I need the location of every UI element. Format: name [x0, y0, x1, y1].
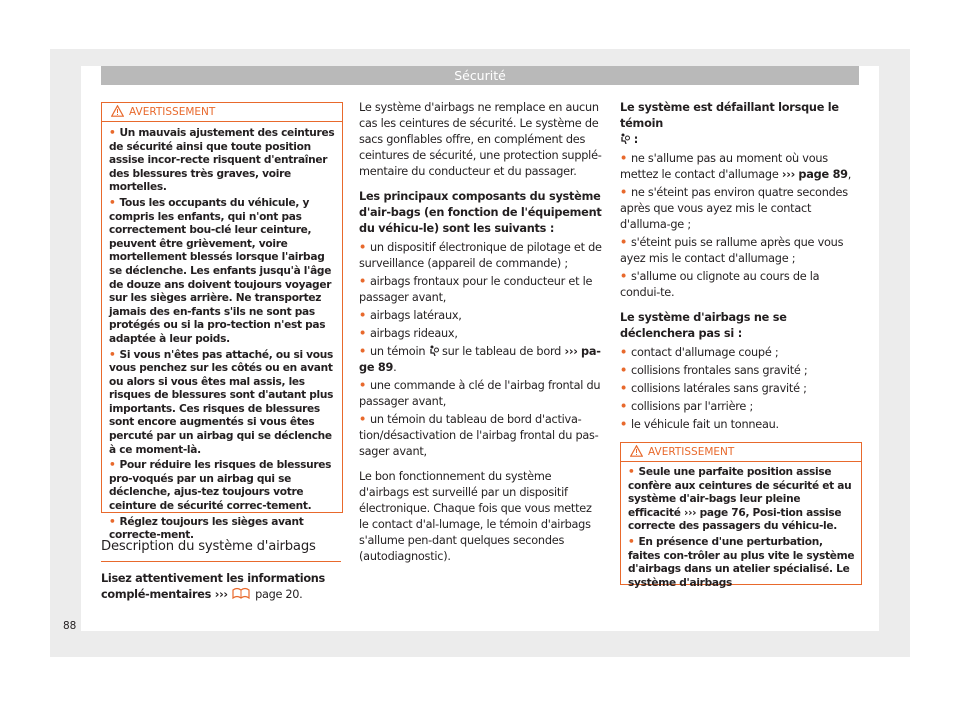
book-icon [231, 587, 251, 599]
no-deploy-item: • le véhicule fait un tonneau. [620, 418, 779, 431]
faulty-item: • s'allume ou clignote au cours de la condui-te. [620, 270, 820, 299]
no-deploy-item: • contact d'allumage coupé ; [620, 346, 779, 359]
component-item-lamp: • un témoin sur le tableau de bord ››› pa-ge 89. [359, 345, 601, 374]
right-warning-item: • En présence d'une perturbation, faites con-trôler au plus vite le système d'airbags dans un atelier spécialisé. Le système d'airbags [628, 535, 855, 589]
section-intro: Lisez attentivement les informations complé-mentaires ››› page 20. [101, 572, 325, 601]
left-warning-item: • Un mauvais ajustement des ceintures de sécurité ainsi que toute position assise incor-recte risquent d'entraîner des blessures très graves, voire mortelles. [109, 127, 335, 194]
faulty-item: • s'éteint puis se rallume après que vous ayez mis le contact d'allumage ; [620, 236, 844, 265]
component-item: • airbags rideaux, [359, 327, 458, 340]
right-warning-box [620, 442, 862, 589]
airbag-warning-lamp-icon [620, 133, 630, 144]
posture-page-link[interactable]: page 76, Posi-tion assise correcte des passagers du véhicu-le. [628, 506, 842, 533]
right-warning-item: • Seule une parfaite position assise confère aux ceintures de sécurité et au système d'air-bags leur pleine efficacité ››› page 76, Posi-tion assise correcte des passagers du véhicu-le. [628, 466, 852, 533]
left-warning-body [109, 127, 336, 545]
right-column [620, 100, 860, 433]
left-warning-heading: AVERTISSEMENT [129, 106, 216, 118]
left-warning-header [102, 103, 342, 122]
warning-icon [630, 445, 643, 463]
airbag-warning-lamp-icon [429, 345, 439, 356]
warning-icon [111, 105, 124, 123]
page-header [101, 66, 859, 85]
intro-page-link[interactable]: page 20. [255, 588, 303, 601]
component-item: • un témoin du tableau de bord d'activa-tion/désactivation de l'airbag frontal du pas-sager avant, [359, 413, 599, 458]
left-warning-box [101, 102, 343, 542]
no-deploy-item: • collisions frontales sans gravité ; [620, 364, 808, 377]
right-warning-body [628, 466, 855, 592]
no-deploy-item: • collisions latérales sans gravité ; [620, 382, 807, 395]
no-deploy-item: • collisions par l'arrière ; [620, 400, 754, 413]
left-warning-item: • Si vous n'êtes pas attaché, ou si vous vous penchez sur les côtés ou en avant ou alors si vous êtes mal assis, les risques de blessures sont d'autant plus importants. Ces risques de blessures sont encore augmentés si vous êtes percuté par un airbag qui se déclenche à ce moment-là. [109, 348, 334, 456]
section-title: Description du système d'airbags [101, 539, 341, 562]
components-heading: Les principaux composants du système d'air-bags (en fonction de l'équipement du véhicu-le) sont les suivants : [359, 190, 602, 235]
faulty-item: • ne s'éteint pas environ quatre secondes après que vous ayez mis le contact d'alluma-ge ; [620, 186, 848, 231]
faulty-page-link[interactable]: page 89 [798, 168, 848, 181]
component-item: • airbags frontaux pour le conducteur et le passager avant, [359, 275, 593, 304]
component-item: • un dispositif électronique de pilotage et de surveillance (appareil de commande) ; [359, 241, 602, 270]
page-number: 88 [63, 620, 77, 632]
faulty-item: • ne s'allume pas au moment où vous mettez le contact d'allumage ››› page 89, [620, 152, 852, 181]
intro-paragraph: Le système d'airbags ne remplace en aucun cas les ceintures de sécurité. Le système de sacs gonflables offre, en complément des ceintures de sécurité, une protection supplé-mentaire du conducteur et du passager. [359, 101, 602, 178]
component-item: • airbags latéraux, [359, 309, 462, 322]
monitoring-paragraph: Le bon fonctionnement du système d'airbags est surveillé par un dispositif électronique. Chaque fois que vous mettez le contact d'al-lumage, le témoin d'airbags s'allume pen-dant quelques secondes (autodiagnostic). [359, 470, 592, 563]
lamp-page-link[interactable]: pa-ge 89 [359, 345, 601, 374]
left-warning-item: • Tous les occupants du véhicule, y compris les enfants, qui n'ont pas correctement bou-clé leur ceinture, peuvent être grièvement, voire mortellement blessés lorsque l'airbag se déclenche. Les enfants jusqu'à l'âge de douze ans doivent toujours voyager sur les sièges arrière. Ne transportez jamais des en-fants s'ils ne sont pas protégés ou si la pro-tection n'est pas adaptée à leur poids. [109, 196, 332, 345]
middle-column [359, 100, 602, 565]
header-title: Sécurité [454, 68, 506, 83]
component-item: • une commande à clé de l'airbag frontal du passager avant, [359, 379, 601, 408]
right-warning-header [621, 443, 861, 462]
faulty-heading: Le système est défaillant lorsque le témoin : [620, 101, 839, 146]
left-warning-item: • Pour réduire les risques de blessures pro-voqués par un airbag qui se déclenche, ajus-tez toujours votre ceinture de sécurité correc-tement. [109, 459, 332, 513]
no-deploy-heading: Le système d'airbags ne se déclenchera pas si : [620, 311, 787, 340]
right-warning-heading: AVERTISSEMENT [648, 446, 735, 458]
left-warning-item: • Réglez toujours les sièges avant correcte-ment. [109, 515, 304, 542]
